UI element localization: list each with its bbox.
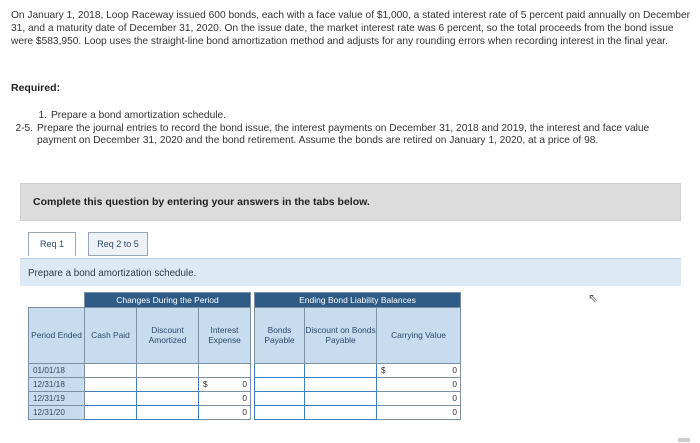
period-cell: 12/31/19	[29, 392, 85, 406]
cash-paid-input[interactable]	[85, 378, 137, 392]
discount-amortized-input[interactable]	[137, 406, 199, 420]
group-header-balances: Ending Bond Liability Balances	[255, 293, 461, 308]
requirement-number: 1.	[38, 110, 47, 121]
tab-req-1[interactable]: Req 1	[28, 232, 76, 256]
table-row	[29, 406, 461, 420]
group-header-changes: Changes During the Period	[85, 293, 251, 308]
column-header-cash-paid: Cash Paid	[85, 308, 137, 364]
problem-statement: On January 1, 2018, Loop Raceway issued 600 bonds, each with a face value of $1,000, a stated interest rate of 5 percent paid annually on December 31, and a maturity date of December 31, 2020. On the issue date, the market interest rate was 6 percent, so the total proceeds from the bond issue were $583,950. Loop uses the straight-line bond amortization method and adjusts for any rounding errors when recording interest in the final year.	[11, 10, 691, 47]
scroll-indicator[interactable]	[678, 438, 690, 442]
interest-expense-value: 0	[242, 379, 247, 389]
cash-paid-input[interactable]	[85, 406, 137, 420]
discount-amortized-cell	[137, 364, 199, 378]
prompt-bar	[20, 258, 681, 286]
carrying-value: 0	[452, 407, 457, 417]
amortization-table	[28, 292, 461, 420]
carrying-value-cell	[377, 364, 461, 378]
carrying-value: 0	[452, 379, 457, 389]
requirement-item	[11, 123, 691, 148]
interest-expense-cell	[199, 392, 251, 406]
dollar-sign: $	[381, 365, 386, 375]
cash-paid-cell	[85, 364, 137, 378]
bonds-payable-input[interactable]	[255, 392, 305, 406]
bonds-payable-input[interactable]	[255, 364, 305, 378]
tab-req-2-to-5[interactable]: Req 2 to 5	[88, 232, 148, 256]
tab-bar	[28, 232, 148, 256]
instruction-banner	[20, 183, 681, 221]
carrying-value-cell	[377, 406, 461, 420]
column-header-bonds-payable: Bonds Payable	[255, 308, 305, 364]
interest-expense-cell	[199, 364, 251, 378]
column-header-interest-expense: Interest Expense	[199, 308, 251, 364]
interest-expense-value: 0	[242, 407, 247, 417]
table-row	[29, 378, 461, 392]
cash-paid-input[interactable]	[85, 392, 137, 406]
prompt-text: Prepare a bond amortization schedule.	[28, 268, 197, 279]
carrying-value-cell	[377, 392, 461, 406]
column-header-discount-on-bonds: Discount on Bonds Payable	[305, 308, 377, 364]
interest-expense-cell	[199, 378, 251, 392]
interest-expense-cell	[199, 406, 251, 420]
banner-text: Complete this question by entering your answers in the tabs below.	[33, 196, 370, 208]
dollar-sign: $	[203, 379, 208, 389]
discount-on-bonds-input[interactable]	[305, 406, 377, 420]
carrying-value: 0	[452, 365, 457, 375]
column-header-discount-amortized: Discount Amortized	[137, 308, 199, 364]
arrow-cursor-icon: ⇖	[588, 291, 599, 305]
column-header-period: Period Ended	[29, 308, 85, 364]
period-cell: 12/31/18	[29, 378, 85, 392]
requirement-number: 2-5.	[15, 122, 33, 134]
column-header-carrying-value: Carrying Value	[377, 308, 461, 364]
carrying-value-cell	[377, 378, 461, 392]
discount-on-bonds-input[interactable]	[305, 378, 377, 392]
table-row	[29, 392, 461, 406]
discount-on-bonds-input[interactable]	[305, 392, 377, 406]
discount-amortized-input[interactable]	[137, 378, 199, 392]
period-cell: 01/01/18	[29, 364, 85, 378]
requirement-text: Prepare a bond amortization schedule.	[51, 110, 226, 121]
period-cell: 12/31/20	[29, 406, 85, 420]
bonds-payable-input[interactable]	[255, 378, 305, 392]
discount-on-bonds-input[interactable]	[305, 364, 377, 378]
carrying-value: 0	[452, 393, 457, 403]
requirement-item	[11, 110, 691, 123]
requirement-text: Prepare the journal entries to record the bond issue, the interest payments on December 31, 2018 and 2019, the interest and face value payment on December 31, 2020 and the bond retirement. Assume the bonds are retired on January 1, 2020, at a price of 98.	[37, 122, 650, 146]
requirements-list	[11, 110, 691, 148]
interest-expense-value: 0	[242, 393, 247, 403]
discount-amortized-input[interactable]	[137, 392, 199, 406]
header-spacer	[29, 293, 85, 308]
bonds-payable-input[interactable]	[255, 406, 305, 420]
table-row	[29, 364, 461, 378]
required-label: Required:	[11, 82, 61, 94]
